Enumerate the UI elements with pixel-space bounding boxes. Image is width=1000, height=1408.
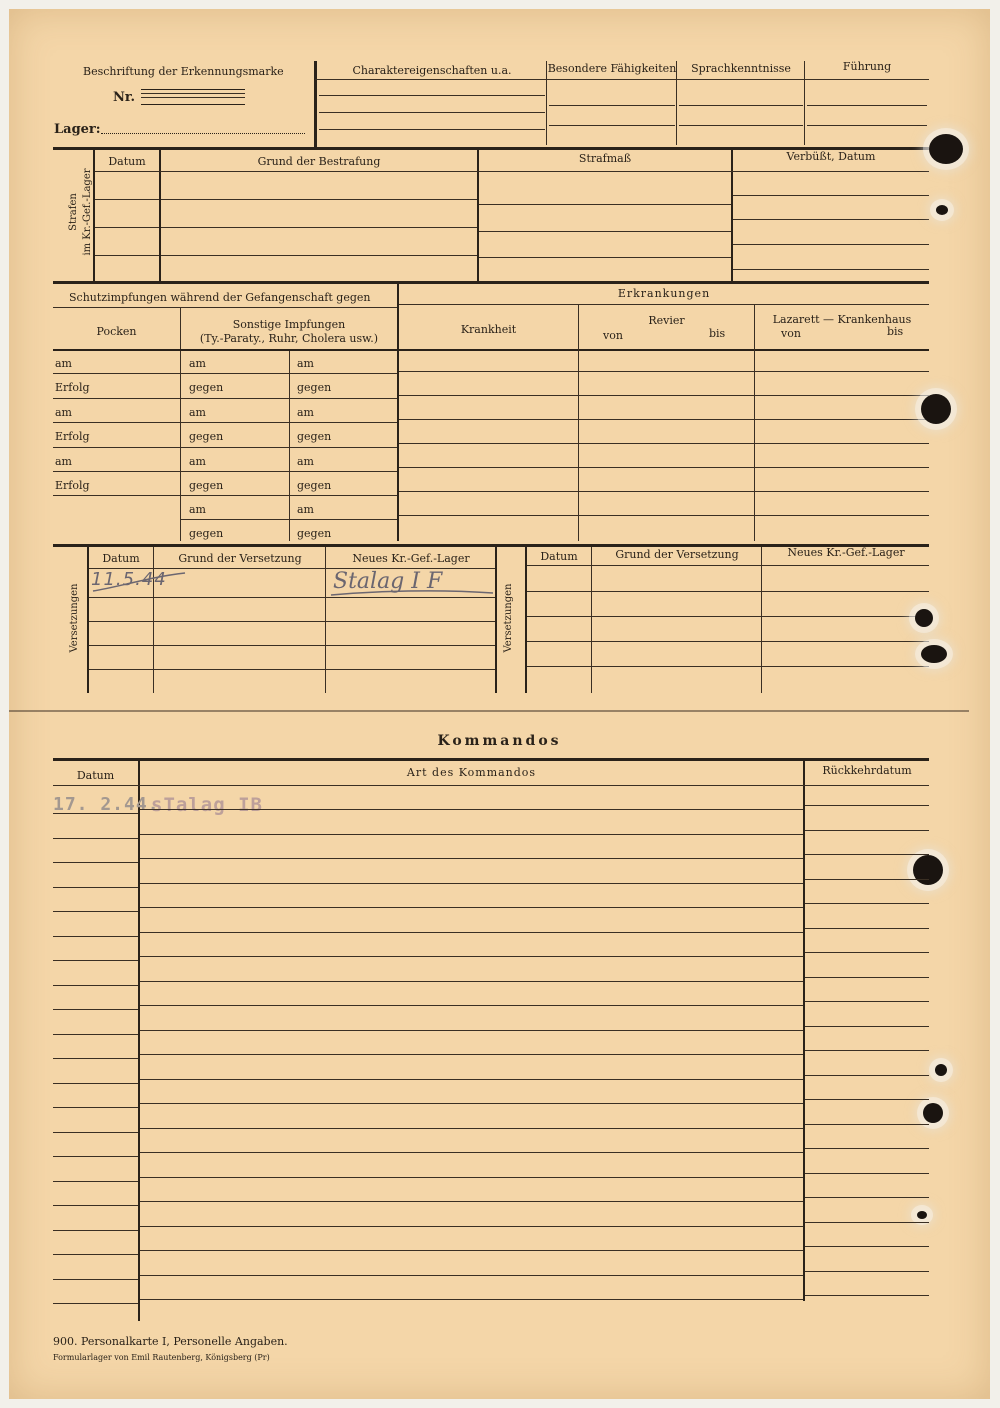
punch-hole <box>915 609 933 627</box>
impf-right-5: gegen <box>297 479 332 492</box>
impf-mid-0: am <box>189 357 206 370</box>
versetz2-header-grund: Grund der Versetzung <box>615 548 739 561</box>
punch-hole <box>935 1064 947 1076</box>
versetz-side-label: Versetzungen <box>69 583 80 653</box>
footer-form-title: 900. Personalkarte I, Personelle Angaben. <box>53 1335 288 1348</box>
header-charakter: Charaktereigenschaften u.a. <box>352 64 512 77</box>
impfungen-title: Schutzimpfungen während der Gefangenschaft gegen <box>69 291 371 304</box>
versetz2-header-datum: Datum <box>540 550 578 563</box>
impf-mid-5: gegen <box>189 479 224 492</box>
erkrankungen-title: Erkrankungen <box>617 287 711 300</box>
impf-mid-7: gegen <box>189 527 224 540</box>
impf-left-3: Erfolg <box>55 430 90 443</box>
punch-hole <box>936 205 948 215</box>
impf-right-6: am <box>297 503 314 516</box>
strafen-header-strafmass: Strafmaß <box>578 152 632 165</box>
impf-mid-4: am <box>189 455 206 468</box>
sonstige-header-2: (Ty.-Paraty., Ruhr, Cholera usw.) <box>199 332 379 345</box>
fold-line <box>9 710 969 712</box>
impf-right-7: gegen <box>297 527 332 540</box>
kommandos-header-rueckkehr: Rückkehrdatum <box>822 764 912 777</box>
impf-right-0: am <box>297 357 314 370</box>
revier-von: von <box>603 329 623 342</box>
punch-hole <box>913 855 943 885</box>
header-sprachkenntnisse: Sprachkenntnisse <box>691 62 791 75</box>
krankheit-header: Krankheit <box>460 323 517 336</box>
versetz-entry-date: 11.5.44 <box>89 569 189 597</box>
versetz-header-lager: Neues Kr.-Gef.-Lager <box>352 552 470 565</box>
punch-hole <box>923 1103 943 1123</box>
impf-left-2: am <box>55 406 72 419</box>
lager-field <box>101 133 305 134</box>
impf-left-4: am <box>55 455 72 468</box>
versetz-header-datum: Datum <box>102 552 140 565</box>
impf-mid-3: gegen <box>189 430 224 443</box>
strafen-side-label-1: Strafen <box>68 193 79 231</box>
kommandos-entry-date: 17. 2.44. <box>53 794 160 815</box>
lazarett-von: von <box>781 327 801 340</box>
lager-label: Lager: <box>54 122 101 137</box>
impf-left-5: Erfolg <box>55 479 90 492</box>
impf-mid-2: am <box>189 406 206 419</box>
kommandos-header-art: Art des Kommandos <box>406 766 537 779</box>
lazarett-header: Lazarett — Krankenhaus <box>772 313 912 326</box>
impf-mid-1: gegen <box>189 381 224 394</box>
strafen-header-verbuesst: Verbüßt, Datum <box>786 150 876 163</box>
versetz-entry-lager: Stalag I F <box>327 569 495 609</box>
impf-right-3: gegen <box>297 430 332 443</box>
impf-right-1: gegen <box>297 381 332 394</box>
sonstige-header-1: Sonstige Impfungen <box>232 318 346 331</box>
strafen-header-grund: Grund der Bestrafung <box>257 155 381 168</box>
lazarett-bis: bis <box>887 325 904 338</box>
versetz2-header-lager: Neues Kr.-Gef.-Lager <box>787 546 905 559</box>
pocken-header: Pocken <box>96 325 137 338</box>
header-faehigkeiten: Besondere Fähigkeiten <box>547 62 677 75</box>
strafen-header-datum: Datum <box>108 155 146 168</box>
punch-hole <box>921 645 947 663</box>
impf-right-2: am <box>297 406 314 419</box>
punch-hole <box>929 134 963 164</box>
strafen-side-label-2: im Kr.-Gef.-Lager <box>82 168 93 256</box>
nr-lines <box>141 89 245 105</box>
impf-right-4: am <box>297 455 314 468</box>
versetz2-side-label: Versetzungen <box>503 583 514 653</box>
revier-bis: bis <box>709 327 726 340</box>
erkennungsmarke-label: Beschriftung der Erkennungsmarke <box>83 65 284 78</box>
header-fuehrung: Führung <box>842 60 892 73</box>
footer-printer: Formularlager von Emil Rautenberg, Königsberg (Pr) <box>53 1353 270 1362</box>
impf-left-1: Erfolg <box>55 381 90 394</box>
punch-hole <box>921 394 951 424</box>
versetz-header-grund: Grund der Versetzung <box>178 552 302 565</box>
revier-header: Revier <box>648 314 685 327</box>
kommandos-title: Kommandos <box>437 733 562 749</box>
nr-label: Nr. <box>113 90 136 105</box>
impf-left-0: am <box>55 357 72 370</box>
punch-hole <box>917 1211 927 1219</box>
personalkarte-page <box>9 9 990 1399</box>
impf-mid-6: am <box>189 503 206 516</box>
kommandos-header-datum: Datum <box>76 769 115 782</box>
kommandos-entry-art: sTalag IB <box>151 794 263 816</box>
